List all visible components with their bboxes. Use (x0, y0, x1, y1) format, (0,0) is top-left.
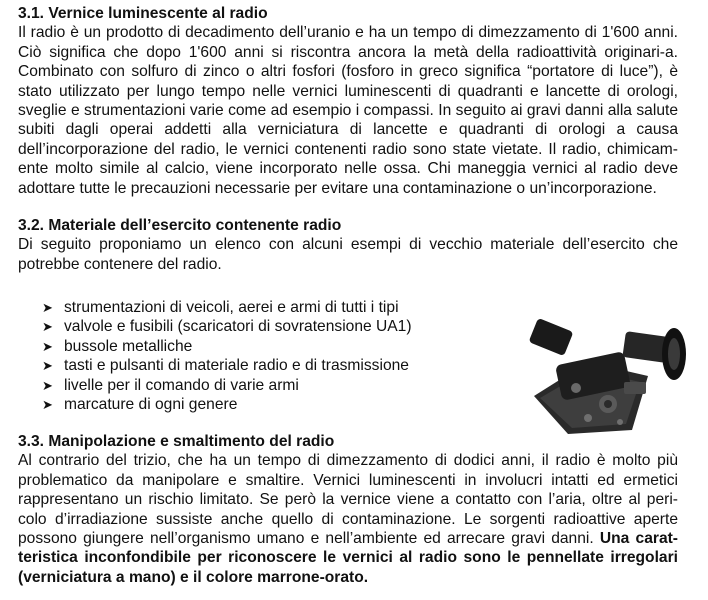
section-heading: 3.3. Manipolazione e smaltimento del radio (18, 433, 335, 450)
list-item: ➤ marcature di ogni genere (42, 396, 238, 414)
section-3-1 (18, 4, 678, 198)
list-item: ➤ tasti e pulsanti di materiale radio e di trasmissione (42, 357, 409, 375)
section-3-2 (18, 216, 678, 274)
list-item: ➤ strumentazioni di veicoli, aerei e armi di tutti i tipi (42, 299, 399, 316)
arrow-icon: ➤ (42, 377, 53, 393)
section-heading: 3.1. Vernice luminescente al radio (18, 5, 268, 22)
section-3-3 (18, 432, 678, 587)
arrow-icon: ➤ (42, 300, 53, 315)
arrow-icon: ➤ (42, 319, 53, 335)
arrow-icon: ➤ (42, 358, 53, 374)
military-instrument-photo (528, 318, 688, 438)
section-paragraph: Di seguito proponiamo un elenco con alcuni esempi di vecchio materiale dell’esercito che potrebbe contenere del radio. (18, 236, 678, 273)
list-item: ➤ bussole metalliche (42, 337, 193, 355)
list-item: ➤ livelle per il comando di varie armi (42, 376, 299, 394)
section-paragraph (18, 451, 678, 587)
arrow-icon: ➤ (42, 338, 53, 354)
list-item: ➤ valvole e fusibili (scaricatori di sovratensione UA1) (42, 318, 412, 336)
paragraph-text: Al contrario del trizio, che ha un tempo di dimezzamento di dodici anni, il radio è molto più problematico da manipolare e smaltire. Vernici luminescenti in involucri intatti ed ermetici rappresentano un rischio limitato. Se però la vernice viene a contatto con l’aria, oltre al peri-colo d’irradiazione sussiste anche quello di contaminazione. Le sorgenti radioattive aperte possono giungere nell’organismo umano e nell’ambiente ed arrecare gravi danni. (18, 452, 678, 548)
materials-list (42, 298, 472, 414)
section-heading: 3.2. Materiale dell’esercito contenente radio (18, 217, 342, 234)
paragraph-bold-text: Una carat-teristica inconfondibile per riconoscere le vernici al radio sono le pennellate irregolari (verniciatura a mano) e il colore marrone-orato. (18, 530, 678, 586)
arrow-icon: ➤ (42, 397, 53, 413)
section-paragraph: Il radio è un prodotto di decadimento dell’uranio e ha un tempo di dimezzamento di 1'600 anni. Ciò significa che dopo 1'600 anni si riscontra ancora la metà della radioattività originari-a. Combinato con solfuro di zinco o altri fosfori (fosforo in greco significa “portatore di luce”), è stato utilizzato per lungo tempo nelle vernici luminescenti di quadranti e lancette di orologi, sveglie e strumentazioni varie come ad esempio i compassi. In seguito ai gravi danni alla salute subiti dagli operai addetti alla verniciatura di lancette e quadranti di orologi a causa dell’incorporazione del radio, le vernici contenenti radio sono state vietate. Il radio, chimicam-ente molto simile al calcio, viene incorporato nelle ossa. Chi maneggia vernici al radio deve adottare tutte le precauzioni necessarie per evitare una contaminazione o un’incorporazione. (18, 24, 678, 197)
